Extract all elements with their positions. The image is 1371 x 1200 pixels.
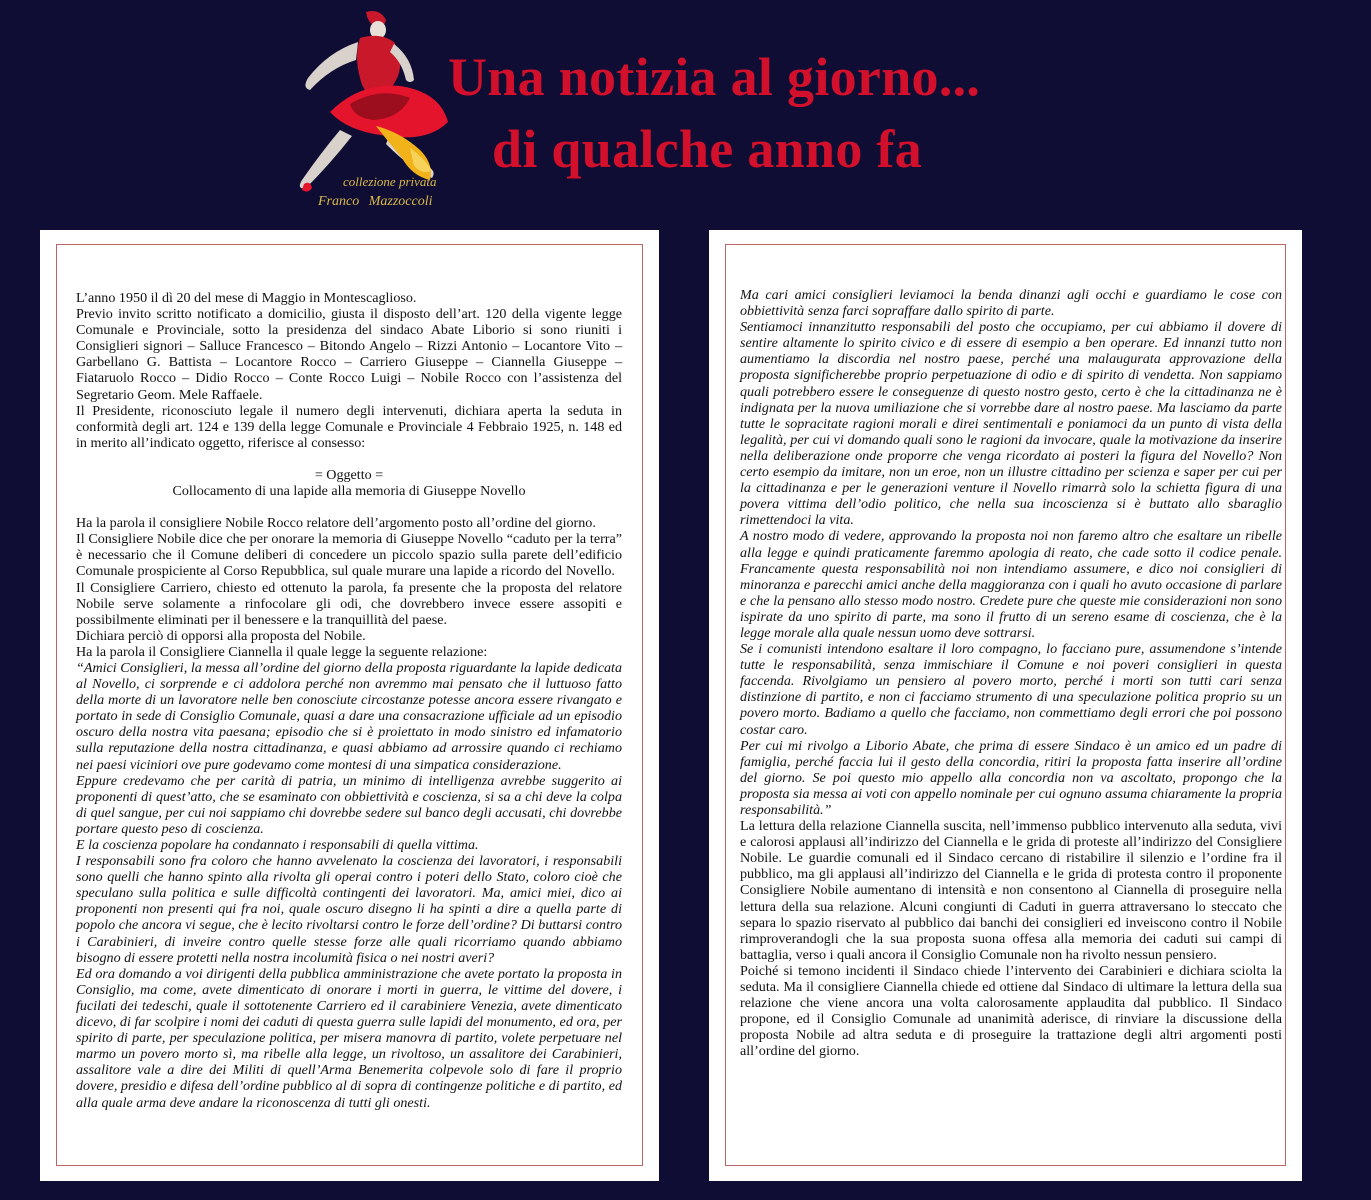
quote-paragraph: Eppure credevamo che per carità di patria, un minimo di intelligenza avrebbe suggerito ai proponenti di quest’atto, che se esaminato con obbiettività e coscienza, si sa a chi deve la colpa di quel sangue, per cui noi sappiamo chi dovrebbe sedere sul banco degli accusati, chi dovrebbe portare questo peso di coscienza. [76,772,622,837]
logo-caption-owner: Franco Mazzoccoli [318,194,433,209]
paragraph: Previo invito scritto notificato a domicilio, giusta il disposto dell’art. 120 della vigente legge Comunale e Provinciale, sotto la presidenza del sindaco Abate Liborio si sono riuniti i Consiglieri signori – Salluce Francesco – Bitondo Angelo – Rizzi Antonio – Locantore Vito – Garbellano G. Battista – Locantore Rocco – Carriero Giuseppe – Ciannella Giuseppe – Fiataruolo Rocco – Didio Rocco – Conte Rocco Luigi – Nobile Rocco con l’assistenza del Segretario Geom. Mele Raffaele. [76,306,622,403]
paragraph: Dichiara perciò di opporsi alla proposta del Nobile. [76,627,366,644]
oggetto-text: Collocamento di una lapide alla memoria di Giuseppe Novello [172,483,526,500]
quote-paragraph: I responsabili sono fra coloro che hanno avvelenato la coscienza dei lavoratori, i responsabili sono quelli che hanno spinto alla rivolta gli operai contro i poteri dello Stato, coloro cioè che speculano sulla politica e sulle difficoltà contingenti dei lavoratori. Ma, amici miei, dico ai proponenti non presenti qui fra noi, quale oscuro disegno li ha spinti a dire a quella parte di popolo che ancora vi segue, che è lecito rivoltarsi contro le forze dell’ordine? Di buttarsi contro i Carabinieri, di inveire contro quelle stesse forze alle quali ricorriamo quando abbiamo bisogno di essere protetti nella nostra incolumità fisica o nei nostri averi? [76,853,622,966]
quote-paragraph: “Amici Consiglieri, la messa all’ordine del giorno della proposta riguardante la lapide dedicata al Novello, ci sorprende e ci addolora perché non avremmo mai pensato che il luttuoso fatto della morte di un lavoratore nelle ben conosciute circostanze potesse ancora essere rivangato e portato in sede di Consiglio Comunale, quasi a dare una consacrazione ufficiale ad un episodio oscuro della nostra vita paesana; episodio che si è proiettato in modo sinistro ed infamatorio sulla reputazione della nostra cittadinanza, e quasi abbiamo ad arrossire quando ci rechiamo nei paesi viciniori ove pure godevamo come montesi di una simpatica considerazione. [76,659,622,773]
paragraph: L’anno 1950 il dì 20 del mese di Maggio in Montescaglioso. [76,290,417,306]
quote-paragraph: Sentiamoci innanzitutto responsabili del posto che occupiamo, per cui abbiamo il dovere di sentire altamente lo spirito civico e di essere di esempio a ben operare. Ed innanzi tutto non aumentiamo la discordia nel nostro paese, perché una malaugurata approvazione della proposta significherebbe proprio perpetuazione di odio e di spirito di vendetta. Non sappiamo quali potrebbero essere le conseguenze di questo nostro gesto, certo è che la cittadinanza ne è indignata per la nuova umiliazione che si vorrebbe dare al nostro paese. Ma lasciamo da parte tutte le sopracitate ragioni morali e direi sentimentali e poniamoci da un punto di vista della legalità, per cui vi domando quali sono le ragioni da invocare, quale la motivazione da inserire nella deliberazione onde proporre che venga ricordato ai posteri la figura del Novello? Non certo esempio da imitare, non un eroe, non un illustre cittadino per scienza e saper per cui per la cittadinanza e per le generazioni venture il Novello rimarrà solo la schietta figura di una povera vittima dell’odio politico, che nella sua incoscienza si è buttato allo sbaraglio rimettendoci la vita. [740,319,1282,529]
quote-paragraph: Ed ora domando a voi dirigenti della pubblica amministrazione che avete portato la proposta in Consiglio, ma come, avete dimenticato di onorare i morti in guerra, le vittime del dovere, i fucilati dei tedeschi, quale il sottotenente Carriero ed il carabiniere Venezia, avete dimenticato dicevo, di far scolpire i nomi dei caduti di questa guerra sulle lapidi del monumento, ed ora, per spirito di parte, per speculazione politica, per misera manovra di partito, volete perpetuare nel marmo un povero morto sì, ma ribelle alla legge, un rivoltoso, un assalitore dei Carabinieri, assalitore vale a dire dei Militi di quell’Arma Benemerita colpevole solo di fare il proprio dovere, presidio e difesa dell’ordine pubblico al di sopra di contingenze politiche e di partito, ed alla quale arma deve andare la riconoscenza di tutti gli onesti. [76,965,622,1111]
quote-paragraph: E la coscienza popolare ha condannato i responsabili di quella vittima. [76,837,479,853]
page-title-line1: Una notizia al giorno... [448,47,981,107]
quote-paragraph: A nostro modo di vedere, approvando la proposta noi non faremo altro che esaltare un ribelle alla legge e quindi praticamente faremmo apologia di reato, che cade sotto il codice penale. Francamente questa responsabilità noi non intendiamo assumere, e dico noi consiglieri di minoranza e parecchi amici anche della maggioranza con i quali ho avuto occasione di parlare e che la pensano allo stesso modo nostro. Credete pure che queste mie considerazioni non sono ispirate da uno spirito di parte, ma sono il frutto di un sereno esame di coscienza, che è la legge morale alla quale nessun uomo deve sottrarsi. [740,528,1282,641]
page-header [0,0,1371,225]
right-document-page [709,230,1302,1181]
quote-paragraph: Se i comunisti intendono esaltare il loro compagno, lo facciano pure, assumendone s’intende tutte le responsabilità, senza immischiare il Comune e noi poveri consiglieri in questa faccenda. Rivolgiamo un pensiero al povero morto, perché i morti son tutti cari senza distinzione di partito, e non ci facciamo strumento di una speculazione politica proprio su un povero morto. Badiamo a quello che facciamo, non commettiamo degli errori che poi possono costar caro. [740,641,1282,738]
quote-paragraph: Ma cari amici consiglieri leviamoci la benda dinanzi agli occhi e guardiamo le cose con obbiettività senza farci sopraffare dallo spirito di parte. [740,287,1282,320]
page-title-line2: di qualche anno fa [492,119,923,179]
paragraph: Poiché si temono incidenti il Sindaco chiede l’intervento dei Carabinieri e dichiara sciolta la seduta. Ma il consigliere Ciannella chiede ed ottiene dal Sindaco di ultimare la lettura della sua relazione che viene ancora una volta calorosamente applaudita dal pubblico. Il Sindaco propone, ed il Consiglio Comunale ad unanimità aderisce, di rinviare la discussione della proposta Nobile ad altra seduta e di proseguire la trattazione degli altri argomenti posti all’ordine del giorno. [740,962,1282,1060]
paragraph: Il Presidente, riconosciuto legale il numero degli intervenuti, dichiara aperta la seduta in conformità degli art. 124 e 139 della legge Comunale e Provinciale 4 Febbraio 1925, n. 148 ed in merito all’indicato oggetto, riferisce al consesso: [76,402,622,451]
paragraph: Ha la parola il Consigliere Ciannella il quale legge la seguente relazione: [76,643,488,660]
left-page-text [76,290,622,1111]
left-document-page [40,230,659,1181]
paragraph: Il Consigliere Nobile dice che per onorare la memoria di Giuseppe Novello “caduto per la terra” è necessario che il Comune deliberi di concedere un piccolo spazio sulla parete dell’edificio Comunale prospiciente al Corso Repubblica, sul quale murare una lapide a ricordo del Novello. [76,531,622,580]
paragraph: Il Consigliere Carriero, chiesto ed ottenuto la parola, fa presente che la proposta del relatore Nobile serve solamente a rinfocolare gli odi, che dovrebbero invece essere assopiti e possibilmente eliminati per il benessere e la tranquillità del paese. [76,579,622,628]
quote-paragraph: Per cui mi rivolgo a Liborio Abate, che prima di essere Sindaco è un amico ed un padre di famiglia, perché faccia lui il gesto della concordia, ritiri la proposta fatta inserire all’ordine del giorno. Se poi questo mio appello alla concordia non va ascoltato, propongo che la proposta sia messa ai voti con appello nominale per cui ognuno assuma chiaramente la propria responsabilità.” [740,737,1282,818]
right-page-text [740,287,1282,1060]
paragraph: Ha la parola il consigliere Nobile Rocco relatore dell’argomento posto all’ordine del giorno. [76,515,596,532]
logo-caption-collection: collezione privata [343,174,437,189]
oggetto-label: = Oggetto = [314,466,384,483]
paragraph: La lettura della relazione Ciannella suscita, nell’immenso pubblico intervenuto alla seduta, vivi e calorosi applausi all’indirizzo del Ciannella e le grida di proteste all’indirizzo del Consigliere Nobile. Le guardie comunali ed il Sindaco cercano di ristabilire il silenzio e l’ordine fra il pubblico, ma gli applausi all’indirizzo del Ciannella e le grida di protesta contro il proponente Consigliere Nobile aumentano di intensità e non consentono al Ciannella di proseguire nella lettura della sua relazione. Alcuni congiunti di Caduti in guerra attraversano lo steccato che separa lo spazio riservato al pubblico dai banchi dei consiglieri ed inveiscono contro il Nobile rimproverandogli che la sua proposta suona offesa alla memoria dei caduti sui campi di battaglia, verso i quali ancora il Consiglio Comunale non ha rivolto nessun pensiero. [740,818,1282,963]
